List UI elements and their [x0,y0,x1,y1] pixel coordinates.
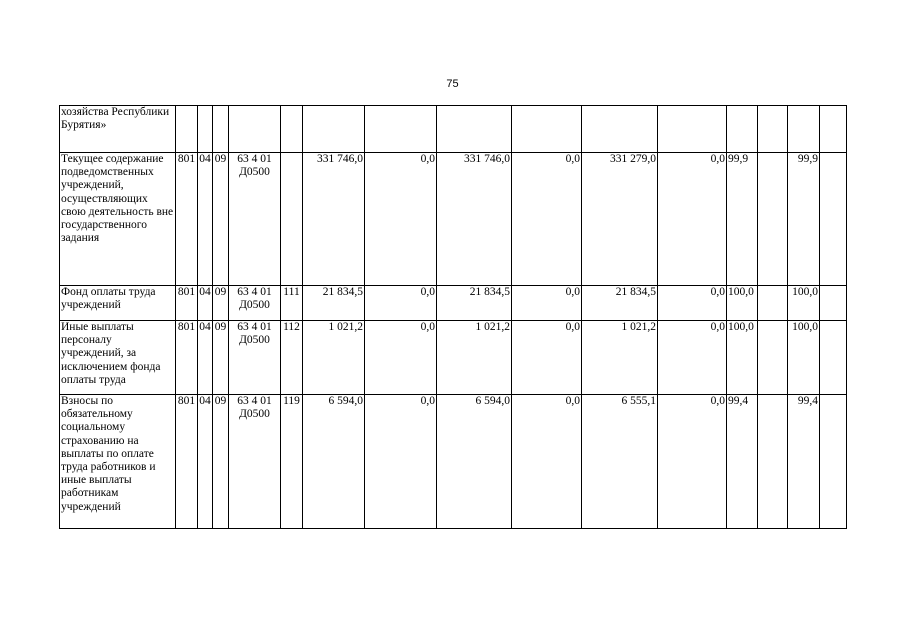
percent-cell: 99,4 [788,395,820,529]
percent-cell: 99,9 [727,153,758,286]
empty-cell [820,286,847,321]
percent-cell: 99,9 [788,153,820,286]
value-cell: 0,0 [512,153,582,286]
percent-cell: 99,4 [727,395,758,529]
value-cell: 0,0 [365,395,437,529]
value-cell: 0,0 [512,321,582,395]
row-name: Взносы по обязательному социальному страхованию на выплаты по оплате труда работников и иные выплаты работникам учреждений [60,395,176,529]
adm-code [176,106,198,153]
percent-cell: 100,0 [727,321,758,395]
value-cell: 0,0 [512,286,582,321]
percent-cell: 100,0 [788,286,820,321]
section-code: 04 [198,286,213,321]
table-row [60,153,847,286]
value-cell [758,286,788,321]
value-cell: 0,0 [365,153,437,286]
value-cell [758,395,788,529]
table-row [60,286,847,321]
subsection-code: 09 [213,286,229,321]
percent-cell: 100,0 [727,286,758,321]
adm-code: 801 [176,286,198,321]
empty-cell [820,395,847,529]
percent-cell: 100,0 [788,321,820,395]
page-number: 75 [446,78,459,90]
row-name: Иные выплаты персоналу учреждений, за исключением фонда оплаты труда [60,321,176,395]
value-cell: 6 555,1 [582,395,658,529]
value-cell: 331 746,0 [303,153,365,286]
value-cell: 331 279,0 [582,153,658,286]
value-cell [365,106,437,153]
kind-code [281,153,303,286]
value-cell [758,153,788,286]
value-cell: 21 834,5 [582,286,658,321]
value-cell [758,106,788,153]
value-cell: 0,0 [658,321,727,395]
value-cell: 0,0 [658,286,727,321]
value-cell: 6 594,0 [437,395,512,529]
section-code [198,106,213,153]
section-code: 04 [198,395,213,529]
value-cell: 0,0 [365,321,437,395]
target-code: 63 4 01 Д0500 [229,321,281,395]
target-code: 63 4 01 Д0500 [229,153,281,286]
value-cell [658,106,727,153]
table-row [60,395,847,529]
section-code: 04 [198,153,213,286]
subsection-code: 09 [213,321,229,395]
kind-code: 112 [281,321,303,395]
empty-cell [820,321,847,395]
target-code: 63 4 01 Д0500 [229,286,281,321]
value-cell [512,106,582,153]
row-name: хозяйства Республики Бурятия» [60,106,176,153]
budget-table [59,105,847,529]
value-cell: 0,0 [365,286,437,321]
target-code: 63 4 01 Д0500 [229,395,281,529]
value-cell: 1 021,2 [303,321,365,395]
empty-cell [820,153,847,286]
row-name: Текущее содержание подведомственных учреждений, осуществляющих свою деятельность вне государственного задания [60,153,176,286]
value-cell [303,106,365,153]
value-cell: 21 834,5 [303,286,365,321]
value-cell: 0,0 [512,395,582,529]
value-cell: 1 021,2 [437,321,512,395]
subsection-code [213,106,229,153]
value-cell [582,106,658,153]
target-code [229,106,281,153]
value-cell: 6 594,0 [303,395,365,529]
table-row [60,321,847,395]
kind-code [281,106,303,153]
table-row [60,106,847,153]
subsection-code: 09 [213,395,229,529]
adm-code: 801 [176,153,198,286]
adm-code: 801 [176,395,198,529]
section-code: 04 [198,321,213,395]
value-cell: 21 834,5 [437,286,512,321]
value-cell [437,106,512,153]
value-cell: 331 746,0 [437,153,512,286]
value-cell: 0,0 [658,153,727,286]
empty-cell [820,106,847,153]
percent-cell [727,106,758,153]
subsection-code: 09 [213,153,229,286]
value-cell [758,321,788,395]
adm-code: 801 [176,321,198,395]
kind-code: 119 [281,395,303,529]
value-cell: 1 021,2 [582,321,658,395]
row-name: Фонд оплаты труда учреждений [60,286,176,321]
kind-code: 111 [281,286,303,321]
percent-cell [788,106,820,153]
value-cell: 0,0 [658,395,727,529]
